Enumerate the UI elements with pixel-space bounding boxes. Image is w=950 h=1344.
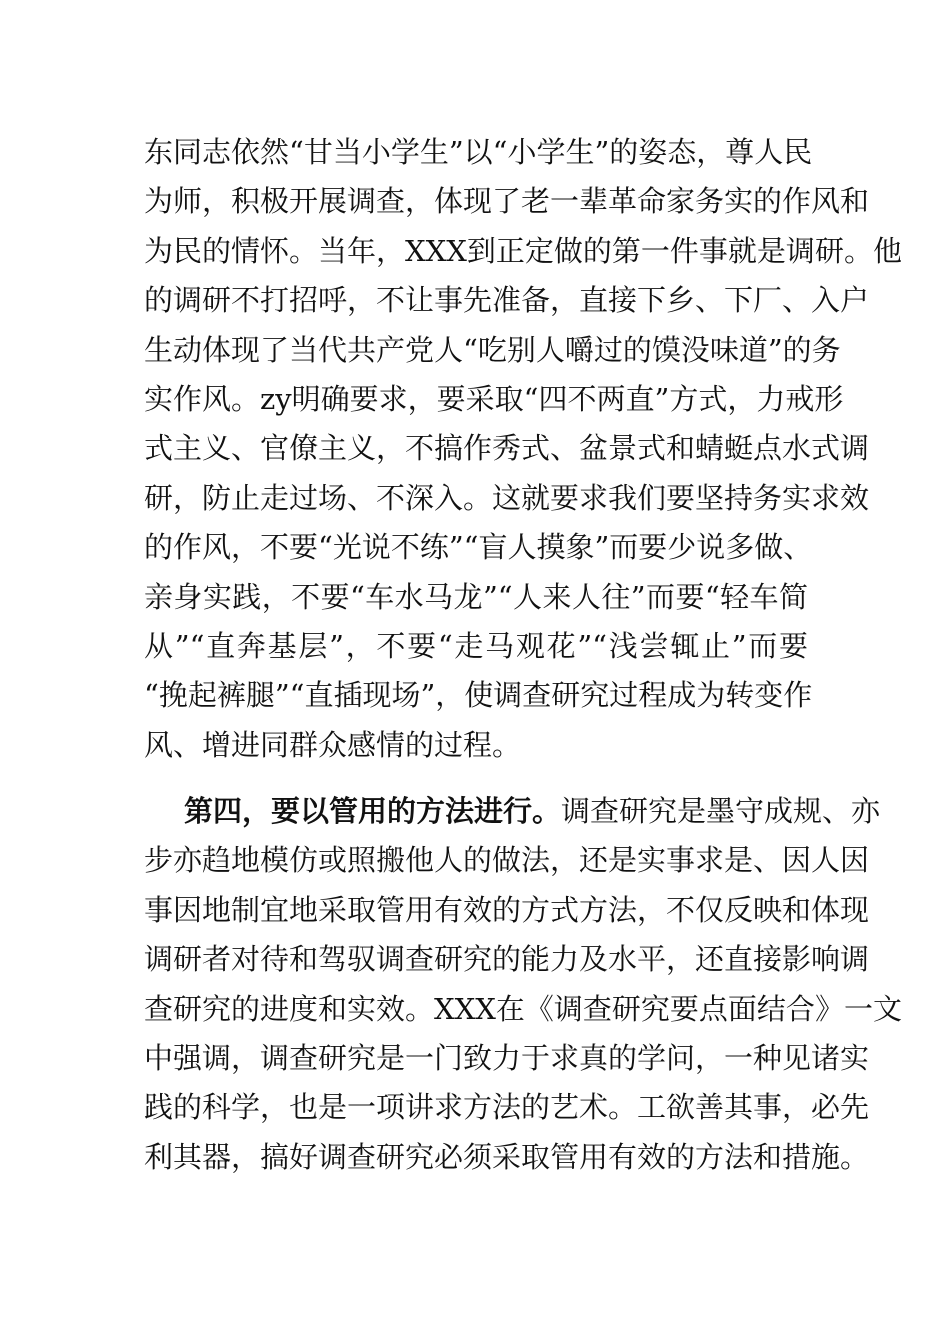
text-line: 的调研不打招呼，不让事先准备，直接下乡、下厂、入户 — [144, 283, 870, 318]
text-line: 的作风，不要“光说不练”“盲人摸象”而要少说多做、 — [144, 530, 813, 565]
text-line: 调研者对待和驾驭调查研究的能力及水平，还直接影响调 — [144, 942, 870, 977]
text-line: 事因地制宜地采取管用有效的方式方法，不仅反映和体现 — [144, 892, 870, 927]
paragraph-heading: 第四，要以管用的方法进行。 — [184, 794, 562, 828]
text-line: 步亦趋地模仿或照搬他人的做法，还是实事求是、因人因 — [144, 843, 870, 878]
text-line: 中强调，调查研究是一门致力于求真的学问，一种见诸实 — [144, 1040, 870, 1075]
text-line: “挽起裤腿”“直插现场”，使调查研究过程成为转变作 — [144, 678, 813, 713]
text-line: 实作风。zy明确要求，要采取“四不两直”方式，力戒形 — [144, 381, 844, 416]
text-line: 亲身实践，不要“车水马龙”“人来人往”而要“轻车简 — [144, 579, 808, 614]
text-line: 风、增进同群众感情的过程。 — [144, 727, 522, 762]
text-line: 利其器，搞好调查研究必须采取管用有效的方法和措施。 — [144, 1139, 870, 1174]
text-run: 调查研究是墨守成规、亦 — [561, 794, 881, 828]
text-line: 东同志依然“甘当小学生”以“小学生”的姿态，尊人民 — [144, 135, 813, 169]
text-line: 查研究的进度和实效。XXX在《调查研究要点面结合》一文 — [144, 991, 902, 1026]
text-line: 研，防止走过场、不深入。这就要求我们要坚持务实求效 — [144, 480, 870, 515]
text-line: 为师，积极开展调查，体现了老一辈革命家务实的作风和 — [144, 184, 870, 219]
text-line: 式主义、官僚主义，不搞作秀式、盆景式和蜻蜓点水式调 — [144, 431, 870, 466]
paragraph-1 — [144, 128, 902, 770]
text-line: 生动体现了当代共产党人“吃别人嚼过的馍没味道”的务 — [144, 332, 841, 367]
paragraph-2 — [144, 787, 902, 1182]
text-line: 为民的情怀。当年，XXX到正定做的第一件事就是调研。他 — [144, 233, 902, 268]
text-line: 践的科学，也是一项讲求方法的艺术。工欲善其事，必先 — [144, 1090, 870, 1125]
text-line-first — [144, 787, 881, 836]
text-line: 从”“直奔基层”，不要“走马观花”“浅尝辄止”而要 — [144, 628, 808, 663]
